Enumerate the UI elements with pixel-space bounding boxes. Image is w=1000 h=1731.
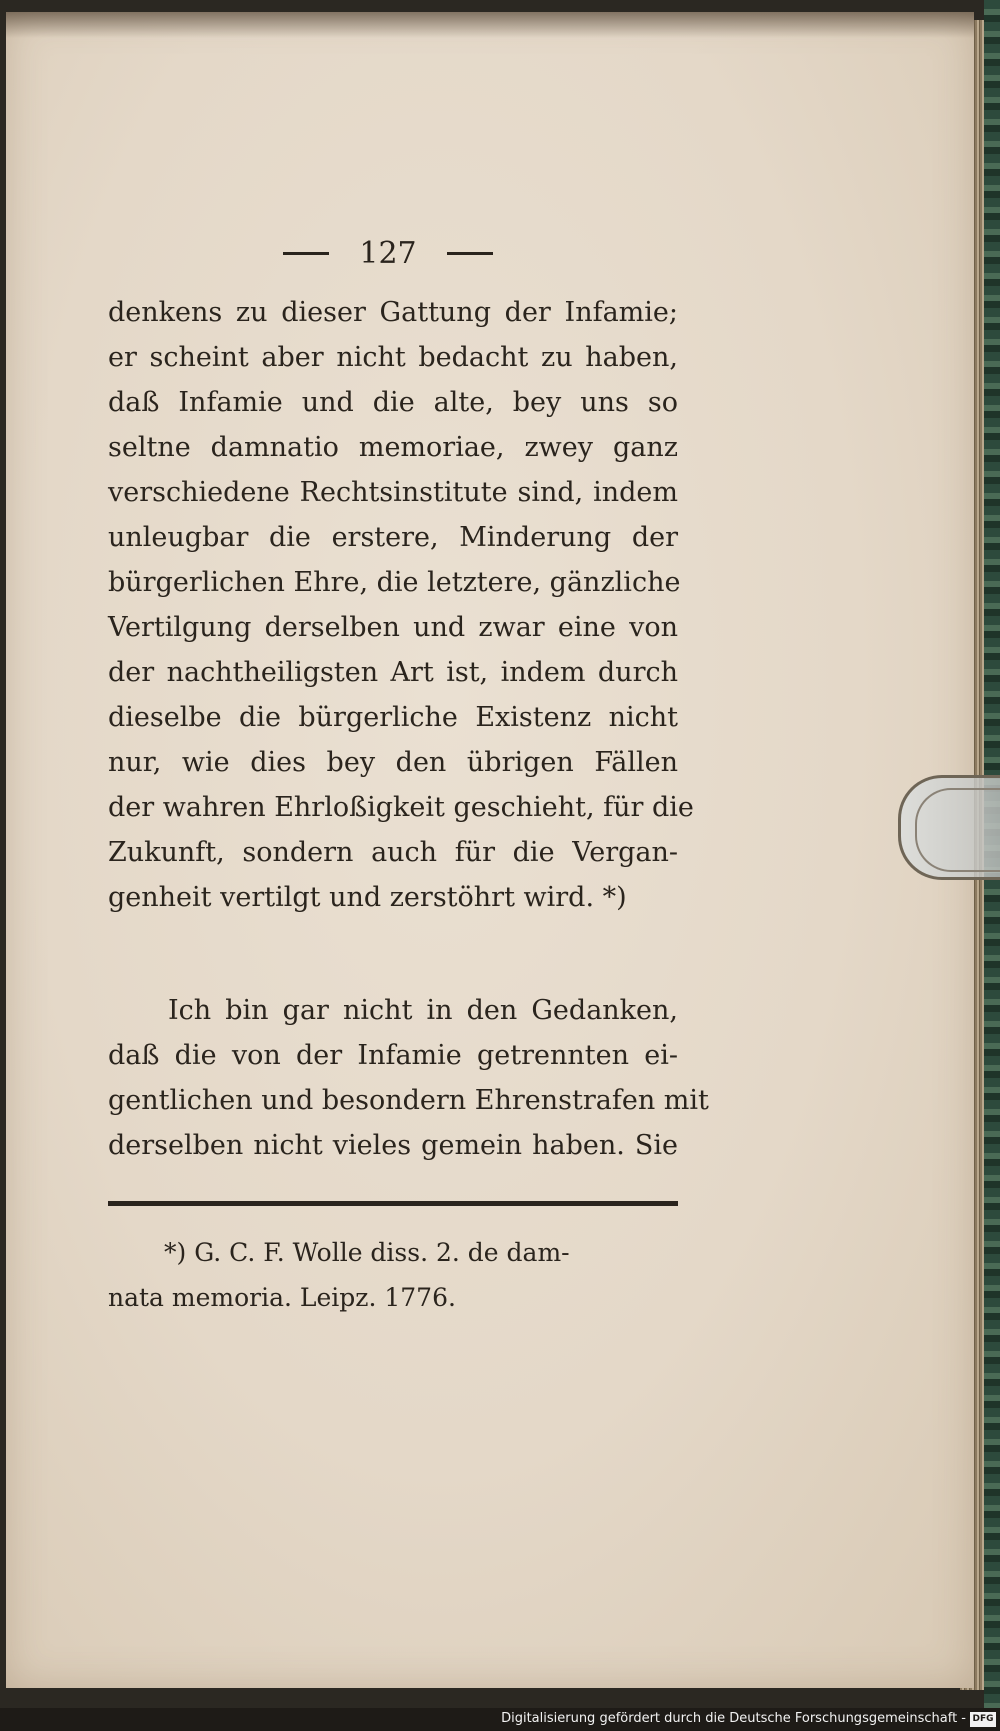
body-paragraph-2 [108, 988, 709, 1168]
text-line: der nachtheiligsten Art ist, indem durch [108, 657, 678, 688]
paper-clip-bookmark [898, 775, 1000, 880]
digitization-credit: Digitalisierung gefördert durch die Deutsche Forschungsgemeinschaft - [501, 1711, 966, 1726]
text-line: dieselbe die bürgerliche Existenz nicht [108, 702, 678, 733]
text-line: Ich bin gar nicht in den Gedanken, [168, 995, 678, 1026]
text-line: seltne damnatio memoriae, zwey ganz [108, 432, 678, 463]
text-line: Zukunft, sondern auch für die Vergan- [108, 837, 678, 868]
text-line: daß Infamie und die alte, bey uns so [108, 387, 678, 418]
footnote [108, 1230, 678, 1320]
text-line: denkens zu dieser Gattung der Infamie; [108, 297, 678, 328]
text-line: genheit vertilgt und zerstöhrt wird. *) [108, 882, 627, 913]
text-line: der wahren Ehrloßigkeit geschieht, für die [108, 792, 694, 823]
text-line: daß die von der Infamie getrennten ei- [108, 1040, 678, 1071]
footnote-rule [108, 1201, 678, 1206]
text-line: derselben nicht vieles gemein haben. Sie [108, 1130, 678, 1161]
body-paragraph-1 [108, 290, 694, 920]
page-top-shadow [6, 12, 974, 38]
footnote-line: nata memoria. Leipz. 1776. [108, 1283, 456, 1312]
text-line: er scheint aber nicht bedacht zu haben, [108, 342, 678, 373]
page-number-dash-right [447, 252, 493, 255]
page-number-dash-left [283, 252, 329, 255]
page-number [268, 228, 508, 278]
text-line: gentlichen und besondern Ehrenstrafen mit [108, 1085, 709, 1116]
text-line: unleugbar die erstere, Minderung der [108, 522, 678, 553]
dfg-logo: DFG [970, 1712, 996, 1727]
text-line: bürgerlichen Ehre, die letztere, gänzliche [108, 567, 681, 598]
text-line: verschiedene Rechtsinstitute sind, indem [108, 477, 678, 508]
text-line: Vertilgung derselben und zwar eine von [108, 612, 678, 643]
text-line: nur, wie dies bey den übrigen Fällen [108, 747, 678, 778]
page-number-value: 127 [359, 235, 417, 271]
footnote-line: *) G. C. F. Wolle diss. 2. de dam- [164, 1238, 570, 1267]
